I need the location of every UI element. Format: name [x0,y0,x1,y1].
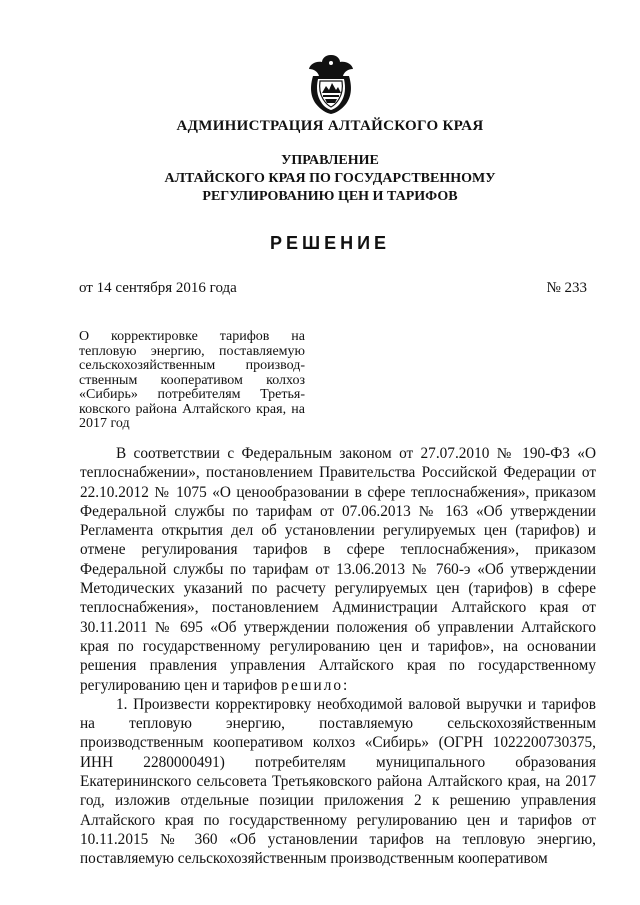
preamble-text: В соответствии с Федеральным законом от 27.07.2010 № 190-ФЗ «О теплоснабжении», постановлением Правительства Российской Федерации от 22.10.2012 № 1075 «О ценообразовании в сфере теплоснабжения», приказом Федеральной службы по тарифам от 07.06.2013 № 163 «Об утверждении Регламента открытия дел об установлении регулируемых цен (тарифов) и отмене регулирования тарифов в сфере теплоснабжения», приказом Федеральной службы по тарифам от 13.06.2013 № 760-э «Об утверждении Методических указаний по расчету регулируемых цен (тарифов) в сфере теплоснабжения», постановлением Администрации Алтайского края от 30.11.2011 № 695 «Об утверждении положения об управлении Алтайского края по государственному регулированию цен и тарифов», на основании решения правления управления Алтайского края по государственному регулированию цен и тарифов [80,445,596,694]
decided-colon: : [343,676,348,694]
document-body [80,444,596,869]
department-line: РЕГУЛИРОВАНИЮ ЦЕН И ТАРИФОВ [202,189,458,204]
document-subject: О корректировке тарифов на тепловую энергию, поставляемую сельскохозяйственным производ-ственным кооперативом колхоз «Сибирь» потребителям Третья-ковского района Алтайского края, на 2017 год [79,329,305,431]
department-name [0,152,640,206]
administration-title: АДМИНИСТРАЦИЯ АЛТАЙСКОГО КРАЯ [176,118,484,134]
coat-of-arms-icon [304,52,358,116]
document-title: РЕШЕНИЕ [269,233,391,253]
department-line: АЛТАЙСКОГО КРАЯ ПО ГОСУДАРСТВЕННОМУ [164,171,496,186]
item-1-paragraph: 1. Произвести корректировку необходимой валовой выручки и тарифов на тепловую энергию, поставляемую сельскохозяйственным производственным кооперативом колхоз «Сибирь» (ОГРН 1022200730375, ИНН 2280000491) потребителям муниципального образования Екатерининского сельсовета Третьяковского района Алтайского края, на 2017 год, изложив отдельные позиции приложения 2 к решению управления Алтайского края по государственному регулированию цен и тарифов от 10.11.2015 № 360 «Об установлении тарифов на тепловую энергию, поставляемую сельскохозяйственным производственным кооперативом [80,695,596,868]
decided-word: решило [281,676,344,694]
department-line: УПРАВЛЕНИЕ [281,153,379,168]
document-number: № 233 [546,280,587,296]
preamble-paragraph [80,444,596,695]
document-date: от 14 сентября 2016 года [79,280,237,296]
